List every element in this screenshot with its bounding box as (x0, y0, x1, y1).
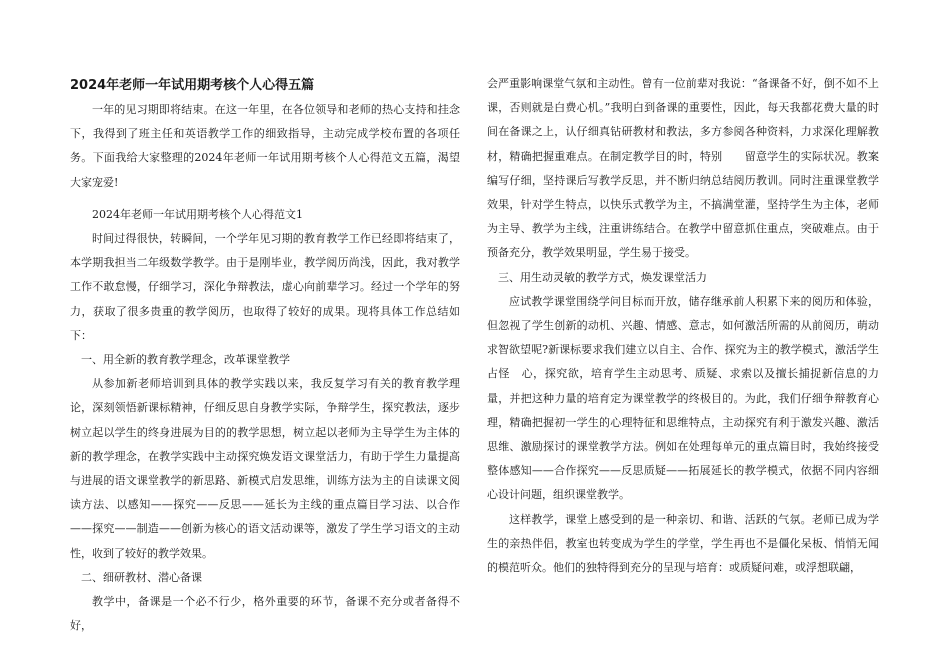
sample-title: 2024年老师一年试用期考核个人心得范文1 (92, 207, 303, 221)
body-paragraph: 这样教学，课堂上感受到的是一种亲切、和谐、活跃的气氛。老师已成为学生的亲热伴侣，教室也转变成为学生的学堂，学生再也不是僵化呆板、悄悄无闻的模范听众。他们的独特得到充分的呈现与培育：或质疑问难，或浮想联翩， (487, 512, 879, 575)
body-paragraph: 从参加新老师培训到具体的教学实践以来，我反复学习有关的教育教学理论，深刻领悟新课标精神，仔细反思自身教学实际，争辩学生，探究教法，逐步树立起以学生的终身进展为目的的教学思想，树立起以老师为主导学生为主体的新的教学理念，在教学实践中主动探究焕发语文课堂活力，有助于学生力量提高与进展的语文课堂教学的新思路、新模式启发思维，训练方法为主的自读课文阅读方法、以感知——探究——反思——延长为主线的重点篇目学习法、以合作——探究——制造——创新为核心的语文活动课等，激发了学生学习语文的主动性，收到了较好的教学效果。 (70, 377, 460, 560)
section-heading: 三、用生动灵敏的教学方式，焕发课堂活力 (498, 270, 707, 284)
body-paragraph: 教学中，备课是一个必不行少，格外重要的环节，备课不充分或者备得不好， (70, 595, 460, 633)
right-column (487, 72, 879, 580)
body-paragraph-continued: 会严重影响课堂气氛和主动性。曾有一位前辈对我说：“备课备不好，倒不如不上课，否则就是白费心机。”我明白到备课的重要性，因此，每天我都花费大量的时间在备课之上，认仔细真钻研教材和教法，多方参阅各种资料，力求深化理解教材，精确把握重难点。在制定教学目的时，特别 留意学生的实际状况。教案编写仔细，坚持课后写教学反思，并不断归纳总结阅历教训。同时注重课堂教学效果，针对学生特点，以快乐式教学为主，不搞满堂灌，坚持学生为主体，老师为主导、教学为主线，注重讲练结合。在教学中留意抓住重点，突破难点。由于预备充分，教学效果明显，学生易于接受。 (487, 77, 879, 260)
left-column (70, 72, 460, 638)
body-paragraph: 应试教学课堂围绕学问目标而开放，储存继承前人积累下来的阅历和体验，但忽视了学生创新的动机、兴趣、情感、意志，如何激活所需的从前阅历，萌动求智欲望呢?新课标要求我们建立以自主、合作、探究为主的教学模式，激活学生占怪 心，探究欲，培育学生主动思考、质疑、求索以及擅长捕捉新信息的力量，并把这种力量的培育定为课堂教学的终极目的。为此，我们仔细争辩教育心理，精确把握初一学生的心理特征和思维特点，主动探究有利于激发兴趣、激活思维、激励探讨的课堂教学方法。例如在处理每单元的重点篇目时，我始终接受整体感知——合作探究——反思质疑——拓展延长的教学模式，依据不同内容细心设计问题，组织课堂教学。 (487, 294, 879, 502)
body-paragraph: 时间过得很快，转瞬间，一个学年见习期的教育教学工作已经即将结束了，本学期我担当二年级数学教学。由于是刚毕业，教学阅历尚浅，因此，我对教学工作不敢怠慢，仔细学习，深化争辩教法，虚心向前辈学习。经过一个学年的努力，获取了很多贵重的教学阅历，也取得了较好的成果。现将具体工作总结如下： (70, 232, 460, 342)
document-title: 2024年老师一年试用期考核个人心得五篇 (70, 78, 315, 93)
intro-paragraph: 一年的见习期即将结束。在这一年里，在各位领导和老师的热心支持和挂念下，我得到了班主任和英语教学工作的细致指导，主动完成学校布置的各项任务。下面我给大家整理的2024年老师一年试用期考核个人心得范文五篇，渴望大家宠爱! (70, 103, 460, 189)
section-heading: 二、细研教材、潜心备课 (81, 570, 202, 584)
section-heading: 一、用全新的教育教学理念，改革课堂教学 (81, 353, 290, 367)
